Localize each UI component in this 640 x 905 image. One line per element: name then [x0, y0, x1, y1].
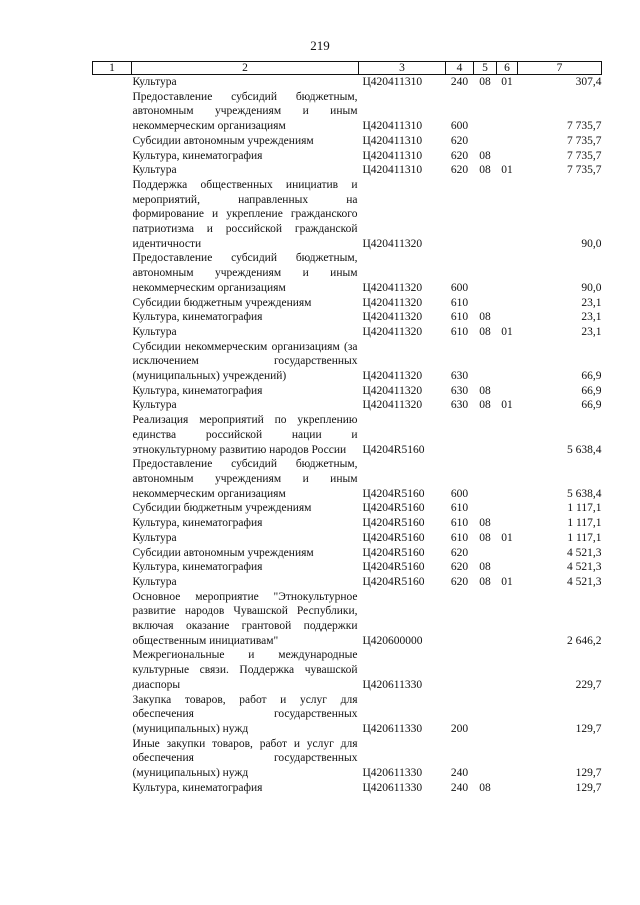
row-number-cell [93, 501, 132, 516]
target-article-code: Ц420611330 [362, 781, 423, 794]
item-name: Основное мероприятие "Этнокультурное развитие народов Чувашской Республики, включая оказание грантовой поддержки общественным инициативам" [132, 590, 358, 647]
item-name: Культура [132, 325, 177, 338]
subsection-code [497, 134, 518, 149]
subsection-code: 01 [501, 399, 513, 412]
table-row [93, 781, 602, 796]
subsection-code [497, 516, 518, 531]
target-article-code: Ц420411320 [362, 311, 423, 324]
subsection-code [497, 90, 518, 134]
subsection-code: 01 [501, 531, 513, 544]
section-code: 08 [479, 531, 491, 544]
page-number: 219 [310, 38, 330, 53]
subsection-code [497, 457, 518, 501]
amount-value: 7 735,7 [567, 120, 602, 133]
section-code [474, 693, 497, 737]
row-number-cell [93, 781, 132, 796]
section-code [474, 590, 497, 649]
target-article-code: Ц420611330 [362, 767, 423, 780]
section-code [474, 546, 497, 561]
item-name: Культура [132, 531, 177, 544]
table-row [93, 693, 602, 737]
budget-table [92, 61, 602, 795]
expense-type-code [446, 590, 474, 649]
section-code: 08 [479, 149, 491, 162]
target-article-code: Ц420411310 [362, 149, 423, 162]
target-article-code: Ц420411320 [362, 296, 423, 309]
subsection-code [497, 737, 518, 781]
section-code: 08 [479, 399, 491, 412]
column-header-6: 6 [497, 62, 518, 75]
section-code: 08 [479, 561, 491, 574]
table-row [93, 90, 602, 134]
subsection-code [497, 560, 518, 575]
amount-value: 1 117,1 [567, 517, 602, 530]
row-number-cell [93, 560, 132, 575]
subsection-code [497, 384, 518, 399]
expense-type-code: 600 [450, 487, 469, 500]
section-code [474, 134, 497, 149]
table-row [93, 413, 602, 457]
subsection-code: 01 [501, 325, 513, 338]
target-article-code: Ц4204R5160 [362, 546, 425, 559]
section-code: 08 [479, 781, 491, 794]
row-number-cell [93, 310, 132, 325]
item-name: Культура [132, 399, 177, 412]
target-article-code: Ц420611330 [362, 678, 423, 691]
target-article-code: Ц420411310 [362, 164, 423, 177]
table-row [93, 149, 602, 164]
row-number-cell [93, 398, 132, 413]
target-article-code: Ц420411320 [362, 384, 423, 397]
subsection-code [497, 251, 518, 295]
column-header-3: 3 [359, 62, 446, 75]
section-code [474, 251, 497, 295]
amount-value: 23,1 [581, 311, 602, 324]
subsection-code: 01 [501, 164, 513, 177]
section-code [474, 178, 497, 252]
column-header-4: 4 [446, 62, 474, 75]
header-row [93, 62, 602, 75]
expense-type-code: 600 [450, 120, 469, 133]
table-row [93, 575, 602, 590]
amount-value: 66,9 [581, 384, 602, 397]
table-row [93, 251, 602, 295]
column-header-2: 2 [132, 62, 359, 75]
expense-type-code [446, 648, 474, 692]
column-header-7: 7 [518, 62, 602, 75]
row-number-cell [93, 163, 132, 178]
row-number-cell [93, 575, 132, 590]
expense-type-code: 240 [450, 781, 469, 794]
target-article-code: Ц420411320 [362, 399, 423, 412]
item-name: Предоставление субсидий бюджетным, автономным учреждениям и иным некоммерческим организациям [132, 252, 358, 294]
section-code: 08 [479, 164, 491, 177]
expense-type-code [446, 178, 474, 252]
amount-value: 4 521,3 [567, 561, 602, 574]
subsection-code [497, 413, 518, 457]
table-row [93, 310, 602, 325]
target-article-code: Ц4204R5160 [362, 443, 425, 456]
item-name: Иные закупки товаров, работ и услуг для обеспечения государственных (муниципальных) нужд [132, 737, 358, 780]
item-name: Культура, кинематография [132, 781, 263, 794]
expense-type-code: 240 [450, 76, 469, 88]
table-row [93, 163, 602, 178]
row-number-cell [93, 546, 132, 561]
row-number-cell [93, 340, 132, 384]
expense-type-code: 620 [450, 134, 469, 147]
amount-value: 129,7 [575, 722, 602, 735]
section-code [474, 648, 497, 692]
table-row [93, 325, 602, 340]
table-row [93, 531, 602, 546]
amount-value: 2 646,2 [567, 634, 602, 647]
section-code [474, 737, 497, 781]
target-article-code: Ц420600000 [362, 634, 423, 647]
subsection-code [497, 781, 518, 796]
column-header-1: 1 [93, 62, 132, 75]
amount-value: 4 521,3 [567, 575, 602, 588]
target-article-code: Ц4204R5160 [362, 502, 425, 515]
section-code [474, 457, 497, 501]
target-article-code: Ц420411320 [362, 325, 423, 338]
row-number-cell [93, 590, 132, 649]
table-row [93, 648, 602, 692]
item-name: Межрегиональные и международные культурные связи. Поддержка чувашской диаспоры [132, 649, 358, 691]
expense-type-code: 610 [450, 502, 469, 515]
amount-value: 23,1 [581, 325, 602, 338]
subsection-code [497, 648, 518, 692]
column-header-5: 5 [474, 62, 497, 75]
item-name: Культура, кинематография [132, 311, 263, 324]
expense-type-code: 620 [450, 164, 469, 177]
section-code [474, 296, 497, 311]
row-number-cell [93, 251, 132, 295]
section-code: 08 [479, 517, 491, 530]
table-row [93, 590, 602, 649]
amount-value: 5 638,4 [567, 443, 602, 456]
table-row [93, 516, 602, 531]
amount-value: 7 735,7 [567, 164, 602, 177]
subsection-code [497, 178, 518, 252]
row-number-cell [93, 457, 132, 501]
row-number-cell [93, 296, 132, 311]
item-name: Культура, кинематография [132, 561, 263, 574]
expense-type-code: 630 [450, 370, 469, 383]
table-row [93, 398, 602, 413]
expense-type-code: 620 [450, 149, 469, 162]
row-number-cell [93, 413, 132, 457]
amount-value: 7 735,7 [567, 134, 602, 147]
table-body [93, 75, 602, 796]
table-row [93, 560, 602, 575]
target-article-code: Ц4204R5160 [362, 487, 425, 500]
target-article-code: Ц420411320 [362, 370, 423, 383]
table-row [93, 340, 602, 384]
section-code [474, 90, 497, 134]
amount-value: 7 735,7 [567, 149, 602, 162]
subsection-code [497, 693, 518, 737]
row-number-cell [93, 178, 132, 252]
table-row [93, 737, 602, 781]
row-number-cell [93, 693, 132, 737]
target-article-code: Ц4204R5160 [362, 561, 425, 574]
expense-type-code: 610 [450, 296, 469, 309]
section-code [474, 501, 497, 516]
subsection-code [497, 546, 518, 561]
item-name: Субсидии автономным учреждениям [132, 546, 314, 559]
amount-value: 129,7 [575, 781, 602, 794]
subsection-code [497, 310, 518, 325]
section-code: 08 [479, 76, 491, 88]
subsection-code [497, 340, 518, 384]
amount-value: 90,0 [581, 281, 602, 294]
table-row [93, 546, 602, 561]
target-article-code: Ц4204R5160 [362, 575, 425, 588]
expense-type-code: 620 [450, 561, 469, 574]
expense-type-code: 610 [450, 531, 469, 544]
expense-type-code: 620 [450, 546, 469, 559]
subsection-code [497, 590, 518, 649]
amount-value: 1 117,1 [567, 502, 602, 515]
expense-type-code: 610 [450, 325, 469, 338]
amount-value: 5 638,4 [567, 487, 602, 500]
target-article-code: Ц4204R5160 [362, 531, 425, 544]
subsection-code [497, 501, 518, 516]
expense-type-code: 610 [450, 517, 469, 530]
expense-type-code: 240 [450, 767, 469, 780]
expense-type-code: 630 [450, 384, 469, 397]
item-name: Культура [132, 575, 177, 588]
amount-value: 4 521,3 [567, 546, 602, 559]
expense-type-code: 620 [450, 575, 469, 588]
amount-value: 66,9 [581, 399, 602, 412]
subsection-code [497, 296, 518, 311]
item-name: Предоставление субсидий бюджетным, автономным учреждениям и иным некоммерческим организациям [132, 90, 358, 133]
target-article-code: Ц420411320 [362, 281, 423, 294]
target-article-code: Ц420411310 [362, 76, 423, 88]
subsection-code [497, 149, 518, 164]
row-number-cell [93, 325, 132, 340]
item-name: Субсидии автономным учреждениям [132, 134, 314, 147]
item-name: Культура, кинематография [132, 384, 263, 397]
item-name: Культура [132, 164, 177, 177]
item-name: Предоставление субсидий бюджетным, автономным учреждениям и иным некоммерческим организациям [132, 458, 358, 500]
section-code: 08 [479, 325, 491, 338]
item-name: Реализация мероприятий по укреплению единства российской нации и этнокультурному развитию народов России [132, 414, 358, 456]
item-name: Культура, кинематография [132, 149, 263, 162]
row-number-cell [93, 134, 132, 149]
expense-type-code: 610 [450, 311, 469, 324]
table-row [93, 384, 602, 399]
item-name: Субсидии бюджетным учреждениям [132, 502, 312, 515]
table-row [93, 134, 602, 149]
section-code: 08 [479, 311, 491, 324]
amount-value: 307,4 [575, 76, 602, 88]
expense-type-code: 200 [450, 722, 469, 735]
amount-value: 129,7 [575, 767, 602, 780]
row-number-cell [93, 90, 132, 134]
section-code: 08 [479, 384, 491, 397]
target-article-code: Ц4204R5160 [362, 517, 425, 530]
target-article-code: Ц420411310 [362, 120, 423, 133]
table-row [93, 457, 602, 501]
section-code [474, 340, 497, 384]
target-article-code: Ц420411310 [362, 134, 423, 147]
row-number-cell [93, 737, 132, 781]
section-code [474, 413, 497, 457]
amount-value: 1 117,1 [567, 531, 602, 544]
row-number-cell [93, 648, 132, 692]
row-number-cell [93, 516, 132, 531]
row-number-cell [93, 531, 132, 546]
table-row [93, 501, 602, 516]
table-row [93, 296, 602, 311]
table-row [93, 178, 602, 252]
row-number-cell [93, 384, 132, 399]
amount-value: 23,1 [581, 296, 602, 309]
amount-value: 66,9 [581, 370, 602, 383]
table-header [93, 62, 602, 75]
subsection-code: 01 [501, 76, 513, 88]
item-name: Закупка товаров, работ и услуг для обеспечения государственных (муниципальных) нужд [132, 693, 358, 735]
amount-value: 90,0 [581, 237, 602, 250]
item-name: Культура [132, 76, 177, 88]
row-number-cell [93, 75, 132, 90]
subsection-code: 01 [501, 575, 513, 588]
row-number-cell [93, 149, 132, 164]
amount-value: 229,7 [575, 678, 602, 691]
item-name: Субсидии некоммерческим организациям (за исключением государственных (муниципальных) учреждений) [132, 340, 358, 383]
item-name: Субсидии бюджетным учреждениям [132, 296, 312, 309]
section-code: 08 [479, 575, 491, 588]
expense-type-code [446, 413, 474, 457]
item-name: Поддержка общественных инициатив и мероприятий, направленных на формирование и укрепление гражданского патриотизма и российской гражданской идентичности [132, 178, 358, 250]
target-article-code: Ц420411320 [362, 237, 423, 250]
target-article-code: Ц420611330 [362, 722, 423, 735]
table-row [93, 75, 602, 90]
item-name: Культура, кинематография [132, 517, 263, 530]
expense-type-code: 600 [450, 281, 469, 294]
expense-type-code: 630 [450, 399, 469, 412]
